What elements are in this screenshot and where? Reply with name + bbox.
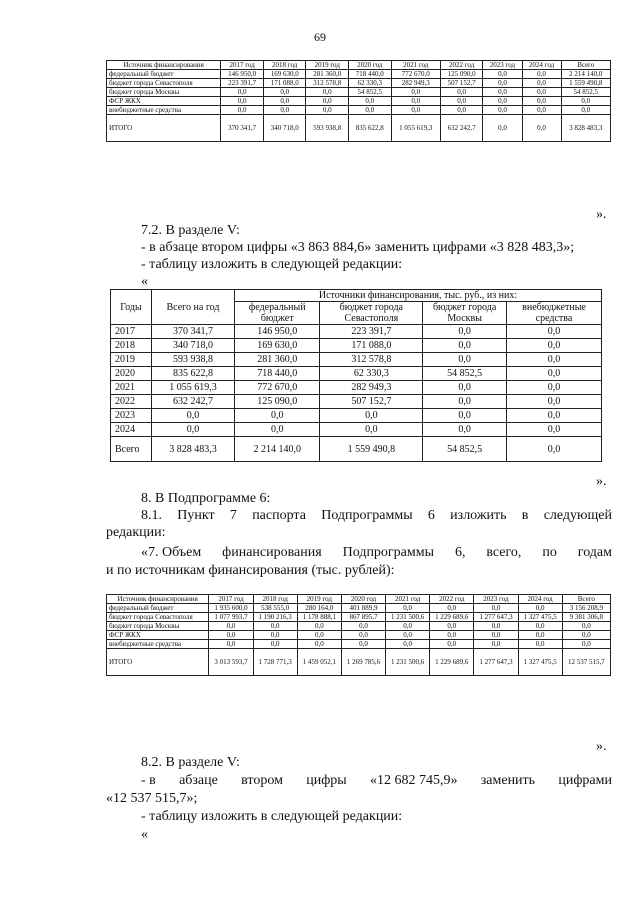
value-cell: 0,0 [518, 622, 562, 631]
value-cell: 0,0 [430, 622, 474, 631]
paragraph-7-2-replace-figures: - в абзаце втором цифры «3 863 884,6» заменить цифрами «3 828 483,3»; [141, 240, 575, 255]
value-cell: 1 277 647,3 [474, 649, 518, 676]
value-cell: 370 341,7 [152, 325, 235, 339]
value-cell: 1 559 490,8 [561, 79, 610, 88]
word: Пункт [177, 508, 215, 523]
value-cell: 772 670,0 [235, 381, 320, 395]
value-cell: 1 327 475,5 [518, 649, 562, 676]
word: по [542, 545, 557, 560]
value-cell: 0,0 [507, 325, 602, 339]
source-cell: бюджет города Севастополя [107, 613, 209, 622]
value-cell: 0,0 [297, 622, 341, 631]
closing-quote-1: ». [596, 207, 607, 222]
financing-by-year-table [110, 289, 602, 462]
year-cell: 2017 [111, 325, 152, 339]
value-cell: 1 459 052,1 [297, 649, 341, 676]
value-cell: 507 152,7 [440, 79, 483, 88]
year-cell: 2022 [111, 395, 152, 409]
header-column: 2021 год [386, 595, 430, 604]
value-cell: 1 231 500,6 [386, 613, 430, 622]
header-source: Источник финансирования [107, 61, 221, 70]
value-cell: 835 622,8 [349, 115, 392, 142]
opening-quote-1: « [141, 274, 148, 289]
value-cell: 718 440,0 [349, 70, 392, 79]
word: «7. Объем [141, 545, 202, 560]
value-cell: 0,0 [562, 631, 610, 640]
value-cell: 0,0 [297, 631, 341, 640]
value-cell: 632 242,7 [440, 115, 483, 142]
header-source: Источник финансирования [107, 595, 209, 604]
header-column: 2020 год [349, 61, 392, 70]
value-cell: 0,0 [152, 423, 235, 437]
value-cell: 0,0 [423, 381, 507, 395]
source-cell: ФСР ЖКХ [107, 631, 209, 640]
word: 7 [229, 508, 237, 523]
year-cell: 2020 [111, 367, 152, 381]
source-cell: ФСР ЖКХ [107, 97, 221, 106]
header-column: 2022 год [430, 595, 474, 604]
header-column: 2022 год [440, 61, 483, 70]
value-cell: 0,0 [474, 640, 518, 649]
table-row [107, 622, 611, 631]
value-cell: 0,0 [423, 325, 507, 339]
value-cell: 0,0 [561, 97, 610, 106]
value-cell: 1 269 785,6 [341, 649, 385, 676]
value-cell: 0,0 [253, 640, 297, 649]
value-cell: 1 077 993,7 [209, 613, 253, 622]
value-cell: 835 622,8 [152, 367, 235, 381]
table-row [111, 423, 602, 437]
value-cell: 54 852,5 [423, 437, 507, 462]
value-cell: 1 229 689,6 [430, 649, 474, 676]
value-cell: 0,0 [349, 106, 392, 115]
value-cell: 3 156 208,9 [562, 604, 610, 613]
header-column: 2023 год [474, 595, 518, 604]
header-row [107, 595, 611, 604]
value-cell: 632 242,7 [152, 395, 235, 409]
year-cell: 2019 [111, 353, 152, 367]
value-cell: 0,0 [209, 622, 253, 631]
value-cell: 9 381 306,8 [562, 613, 610, 622]
paragraph-8-2-line-1 [141, 772, 612, 789]
value-cell: 3 828 483,3 [561, 115, 610, 142]
value-cell: 223 391,7 [221, 79, 264, 88]
table-row [111, 437, 602, 462]
value-cell: 718 440,0 [235, 367, 320, 381]
header-years: Годы [111, 290, 152, 325]
value-cell: 125 090,0 [235, 395, 320, 409]
year-cell: 2021 [111, 381, 152, 395]
year-cell: 2023 [111, 409, 152, 423]
word: втором [241, 773, 283, 788]
table-row [111, 395, 602, 409]
value-cell: 0,0 [391, 106, 440, 115]
word: цифры [306, 773, 347, 788]
value-cell: 0,0 [209, 640, 253, 649]
value-cell: 0,0 [562, 622, 610, 631]
value-cell: 0,0 [320, 409, 423, 423]
table-row [107, 649, 611, 676]
source-cell: федеральный бюджет [107, 604, 209, 613]
table-row [107, 640, 611, 649]
value-cell: 1 178 888,1 [297, 613, 341, 622]
word: Подпрограммы [342, 545, 435, 560]
value-cell: 0,0 [320, 423, 423, 437]
header-column: 2024 год [522, 61, 561, 70]
paragraph-7-2-heading: 7.2. В разделе V: [141, 223, 240, 238]
source-cell: ИТОГО [107, 115, 221, 142]
value-cell: 0,0 [386, 631, 430, 640]
value-cell: 340 718,0 [263, 115, 306, 142]
value-cell: 772 670,0 [391, 70, 440, 79]
word: «12 682 745,9» [369, 773, 458, 788]
value-cell: 340 718,0 [152, 339, 235, 353]
word: годам [577, 545, 612, 560]
value-cell: 0,0 [306, 88, 349, 97]
value-cell: 1 277 647,3 [474, 613, 518, 622]
paragraph-8-2-table-intro: - таблицу изложить в следующей редакции: [141, 809, 403, 824]
paragraph-8-2-heading: 8.2. В разделе V: [141, 755, 240, 770]
value-cell: 171 088,0 [263, 79, 306, 88]
value-cell: 0,0 [474, 622, 518, 631]
value-cell: 0,0 [474, 604, 518, 613]
header-column: Всего [562, 595, 610, 604]
source-cell: внебюджетные средства [107, 640, 209, 649]
word: следующей [543, 508, 612, 523]
value-cell: 538 555,0 [253, 604, 297, 613]
value-cell: 0,0 [235, 409, 320, 423]
value-cell: 125 090,0 [440, 70, 483, 79]
value-cell: 312 578,8 [306, 79, 349, 88]
value-cell: 1 229 689,6 [430, 613, 474, 622]
value-cell: 1 327 475,5 [518, 613, 562, 622]
header-row [111, 290, 602, 302]
header-column: Всего [561, 61, 610, 70]
word: 6, [454, 545, 466, 560]
table-row [107, 604, 611, 613]
value-cell: 0,0 [152, 409, 235, 423]
value-cell: 2 214 140,0 [561, 70, 610, 79]
value-cell: 0,0 [440, 106, 483, 115]
financing-table-2017-2024 [106, 60, 611, 142]
value-cell: 0,0 [483, 115, 522, 142]
value-cell: 3 013 593,7 [209, 649, 253, 676]
value-cell: 0,0 [483, 106, 522, 115]
value-cell: 370 341,7 [221, 115, 264, 142]
source-cell: бюджет города Москвы [107, 622, 209, 631]
table-row [107, 79, 611, 88]
value-cell: 0,0 [341, 631, 385, 640]
header-column: 2019 год [306, 61, 349, 70]
table-row [107, 97, 611, 106]
value-cell: 0,0 [507, 381, 602, 395]
word: финансирования [222, 545, 322, 560]
value-cell: 0,0 [209, 631, 253, 640]
table-row [111, 325, 602, 339]
word: цифрами [558, 773, 612, 788]
table-row [111, 339, 602, 353]
value-cell: 0,0 [423, 423, 507, 437]
year-cell: 2024 [111, 423, 152, 437]
paragraph-7-quote-line-2: и по источникам финансирования (тыс. рублей): [106, 563, 395, 578]
header-column: 2017 год [209, 595, 253, 604]
value-cell: 0,0 [341, 640, 385, 649]
table-row [111, 381, 602, 395]
value-cell: 593 938,8 [306, 115, 349, 142]
word: - в [141, 773, 156, 788]
value-cell: 0,0 [263, 106, 306, 115]
value-cell: 0,0 [430, 604, 474, 613]
word: Подпрограммы [321, 508, 413, 523]
value-cell: 54 852,5 [349, 88, 392, 97]
value-cell: 0,0 [221, 106, 264, 115]
year-cell: 2018 [111, 339, 152, 353]
value-cell: 146 950,0 [235, 325, 320, 339]
value-cell: 0,0 [235, 423, 320, 437]
header-column: 2020 год [341, 595, 385, 604]
value-cell: 507 152,7 [320, 395, 423, 409]
value-cell: 169 630,0 [235, 339, 320, 353]
value-cell: 401 889,9 [341, 604, 385, 613]
header-total: Всего на год [152, 290, 235, 325]
paragraph-7-2-table-intro: - таблицу изложить в следующей редакции: [141, 257, 403, 272]
header-source-column: внебюджетные средства [507, 302, 602, 325]
value-cell: 0,0 [423, 339, 507, 353]
value-cell: 282 949,3 [320, 381, 423, 395]
value-cell: 0,0 [507, 353, 602, 367]
financing-table-subprogram-6 [106, 594, 611, 676]
value-cell: 0,0 [341, 622, 385, 631]
source-cell: бюджет города Севастополя [107, 79, 221, 88]
opening-quote-2: « [141, 827, 148, 842]
value-cell: 0,0 [386, 604, 430, 613]
value-cell: 0,0 [507, 367, 602, 381]
table-row [107, 70, 611, 79]
value-cell: 0,0 [483, 70, 522, 79]
header-source-column: федеральный бюджет [235, 302, 320, 325]
paragraph-7-quote-line-1 [141, 544, 612, 561]
closing-quote-3: ». [596, 739, 607, 754]
value-cell: 0,0 [507, 339, 602, 353]
value-cell: 0,0 [253, 631, 297, 640]
value-cell: 1 055 619,3 [152, 381, 235, 395]
year-cell: Всего [111, 437, 152, 462]
value-cell: 0,0 [386, 622, 430, 631]
paragraph-8-heading: 8. В Подпрограмме 6: [141, 491, 271, 506]
value-cell: 0,0 [507, 423, 602, 437]
value-cell: 281 360,0 [235, 353, 320, 367]
value-cell: 0,0 [483, 97, 522, 106]
table-row [111, 353, 602, 367]
value-cell: 0,0 [306, 106, 349, 115]
source-cell: бюджет города Москвы [107, 88, 221, 97]
value-cell: 0,0 [483, 79, 522, 88]
value-cell: 0,0 [522, 115, 561, 142]
value-cell: 0,0 [423, 395, 507, 409]
word: абзаце [179, 773, 218, 788]
value-cell: 0,0 [391, 88, 440, 97]
word: в [521, 508, 529, 523]
value-cell: 0,0 [221, 88, 264, 97]
value-cell: 0,0 [386, 640, 430, 649]
value-cell: 169 630,0 [263, 70, 306, 79]
value-cell: 281 360,0 [306, 70, 349, 79]
value-cell: 62 330,3 [349, 79, 392, 88]
value-cell: 12 537 515,7 [562, 649, 610, 676]
value-cell: 0,0 [518, 604, 562, 613]
word: 6 [427, 508, 435, 523]
table-row [107, 106, 611, 115]
source-cell: федеральный бюджет [107, 70, 221, 79]
header-sources: Источники финансирования, тыс. руб., из них: [235, 290, 602, 302]
word: всего, [486, 545, 522, 560]
header-column: 2023 год [483, 61, 522, 70]
value-cell: 282 949,3 [391, 79, 440, 88]
value-cell: 0,0 [507, 437, 602, 462]
value-cell: 0,0 [430, 640, 474, 649]
header-source-column: бюджет города Москвы [423, 302, 507, 325]
value-cell: 1 559 490,8 [320, 437, 423, 462]
header-column: 2017 год [221, 61, 264, 70]
header-column: 2018 год [263, 61, 306, 70]
closing-quote-2: ». [596, 474, 607, 489]
value-cell: 1 190 216,3 [253, 613, 297, 622]
value-cell: 1 231 500,6 [386, 649, 430, 676]
value-cell: 0,0 [474, 631, 518, 640]
value-cell: 1 055 619,3 [391, 115, 440, 142]
value-cell: 0,0 [430, 631, 474, 640]
word: изложить [450, 508, 507, 523]
value-cell: 171 088,0 [320, 339, 423, 353]
value-cell: 0,0 [507, 409, 602, 423]
table-row [107, 88, 611, 97]
table-row [107, 613, 611, 622]
header-column: 2019 год [297, 595, 341, 604]
value-cell: 0,0 [562, 640, 610, 649]
source-cell: внебюджетные средства [107, 106, 221, 115]
value-cell: 0,0 [522, 79, 561, 88]
value-cell: 0,0 [391, 97, 440, 106]
table-row [107, 631, 611, 640]
word: 8.1. [141, 508, 162, 523]
value-cell: 0,0 [423, 409, 507, 423]
value-cell: 0,0 [518, 640, 562, 649]
value-cell: 223 391,7 [320, 325, 423, 339]
value-cell: 0,0 [306, 97, 349, 106]
table-row [111, 409, 602, 423]
value-cell: 1 935 600,0 [209, 604, 253, 613]
value-cell: 0,0 [263, 97, 306, 106]
value-cell: 54 852,5 [423, 367, 507, 381]
value-cell: 0,0 [518, 631, 562, 640]
word: паспорта [252, 508, 306, 523]
paragraph-8-1-line-2: редакции: [106, 525, 166, 540]
value-cell: 0,0 [561, 106, 610, 115]
value-cell: 62 330,3 [320, 367, 423, 381]
value-cell: 0,0 [253, 622, 297, 631]
value-cell: 0,0 [221, 97, 264, 106]
value-cell: 2 214 140,0 [235, 437, 320, 462]
source-cell: ИТОГО [107, 649, 209, 676]
value-cell: 0,0 [297, 640, 341, 649]
value-cell: 0,0 [522, 97, 561, 106]
value-cell: 0,0 [522, 70, 561, 79]
value-cell: 0,0 [483, 88, 522, 97]
value-cell: 3 828 483,3 [152, 437, 235, 462]
value-cell: 593 938,8 [152, 353, 235, 367]
value-cell: 0,0 [440, 88, 483, 97]
table-row [107, 115, 611, 142]
value-cell: 0,0 [522, 106, 561, 115]
value-cell: 54 852,5 [561, 88, 610, 97]
header-column: 2021 год [391, 61, 440, 70]
value-cell: 1 728 771,3 [253, 649, 297, 676]
header-column: 2024 год [518, 595, 562, 604]
value-cell: 0,0 [522, 88, 561, 97]
value-cell: 0,0 [349, 97, 392, 106]
value-cell: 0,0 [263, 88, 306, 97]
word: заменить [480, 773, 536, 788]
value-cell: 0,0 [507, 395, 602, 409]
table-row [111, 367, 602, 381]
paragraph-8-1-line-1 [141, 507, 612, 524]
header-source-column: бюджет города Севастополя [320, 302, 423, 325]
value-cell: 146 950,0 [221, 70, 264, 79]
page-number: 69 [314, 30, 326, 44]
header-row [107, 61, 611, 70]
value-cell: 0,0 [440, 97, 483, 106]
value-cell: 312 578,8 [320, 353, 423, 367]
value-cell: 280 164,0 [297, 604, 341, 613]
value-cell: 0,0 [423, 353, 507, 367]
header-column: 2018 год [253, 595, 297, 604]
paragraph-8-2-line-2: «12 537 515,7»; [106, 791, 198, 806]
value-cell: 867 895,7 [341, 613, 385, 622]
